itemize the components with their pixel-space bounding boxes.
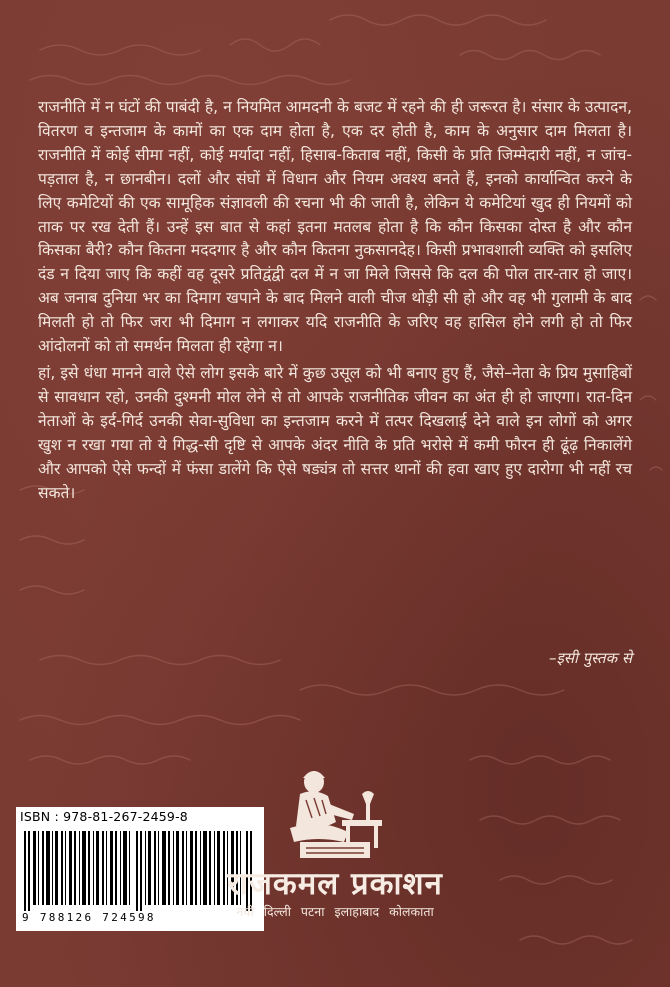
- publisher-cities: नयी दिल्ली पटना इलाहाबाद कोलकाता: [236, 904, 434, 919]
- barcode-digits: 9 788126 724598: [22, 911, 156, 924]
- paragraph-2: हां, इसे धंधा मानने वाले ऐसे लोग इसके बारे में कुछ उसूल को भी बनाए हुए हैं, जैसे–नेता के प्रिय मुसाहिबों से सावधान रहो, उनकी दुश्मनी मोल लेने से तो आपके राजनीतिक जीवन का अंत ही हो जाएगा। रात-दिन नेताओं के इर्द-गिर्द उनकी सेवा-सुविधा का इन्तजाम करने में तत्पर दिखलाई देने वाले इन लोगों को अगर खुश न रखा गया तो ये गिद्ध-सी दृष्टि से आपके अंदर नीति के प्रति भरोसे में कमी फौरन ही ढूंढ़ निकालेंगे और आपको ऐसे फन्दों में फंसा डालेंगे कि ऐसे षड्यंत्र तो सत्तर थानों की हवा खाए हुए दारोगा भी नहीं रच सकते।: [38, 363, 632, 502]
- attribution: –इसी पुस्तक से: [549, 649, 632, 667]
- isbn-label: ISBN : 978-81-267-2459-8: [20, 809, 188, 824]
- back-cover-text: [38, 96, 632, 508]
- paragraph-1: राजनीति में न घंटों की पाबंदी है, न नियमित आमदनी के बजट में रहने की ही जरूरत है। संसार के उत्पादन, वितरण व इन्तजाम के कामों का एक दाम होता है, एक दर होती है, काम के अनुसार दाम मिलता है। राजनीति में कोई सीमा नहीं, कोई मर्यादा नहीं, हिसाब-किताब नहीं, किसी के प्रति जिम्मेदारी नहीं, न जांच-पड़ताल है, न छानबीन। दलों और संघों में विधान और नियम अवश्य बनते हैं, इनको कार्यान्वित करने के लिए कमेटियों की एक सामूहिक संज्ञावली की रचना भी की जाती है, लेकिन ये कमेटियां खुद ही नियमों को ताक पर रख देती हैं। उन्हें इस बात से कहां इतना मतलब होता है कि कौन किसका दोस्त है और कौन किसका बैरी? कौन कितना मददगार है और कौन कितना नुकसानदेह। किसी प्रभावशाली व्यक्ति को इसलिए दंड न दिया जाए कि कहीं वह दूसरे प्रतिद्वंद्वी दल में न जा मिले जिससे कि दल की पोल तार-तार हो जाए। अब जनाब दुनिया भर का दिमाग खपाने के बाद मिलने वाली चीज थोड़ी सी हो और वह भी गुलामी के बाद मिलती हो तो फिर जरा भी दिमाग न लगाकर यदि राजनीति के जरिए वह हासिल होने लगी हो तो फिर आंदोलनों को तो समर्थन मिलता ही रहेगा न।: [38, 98, 632, 356]
- publisher-name: राजकमल प्रकाशन: [227, 866, 443, 902]
- seated-scribe-logo-icon: [276, 768, 394, 862]
